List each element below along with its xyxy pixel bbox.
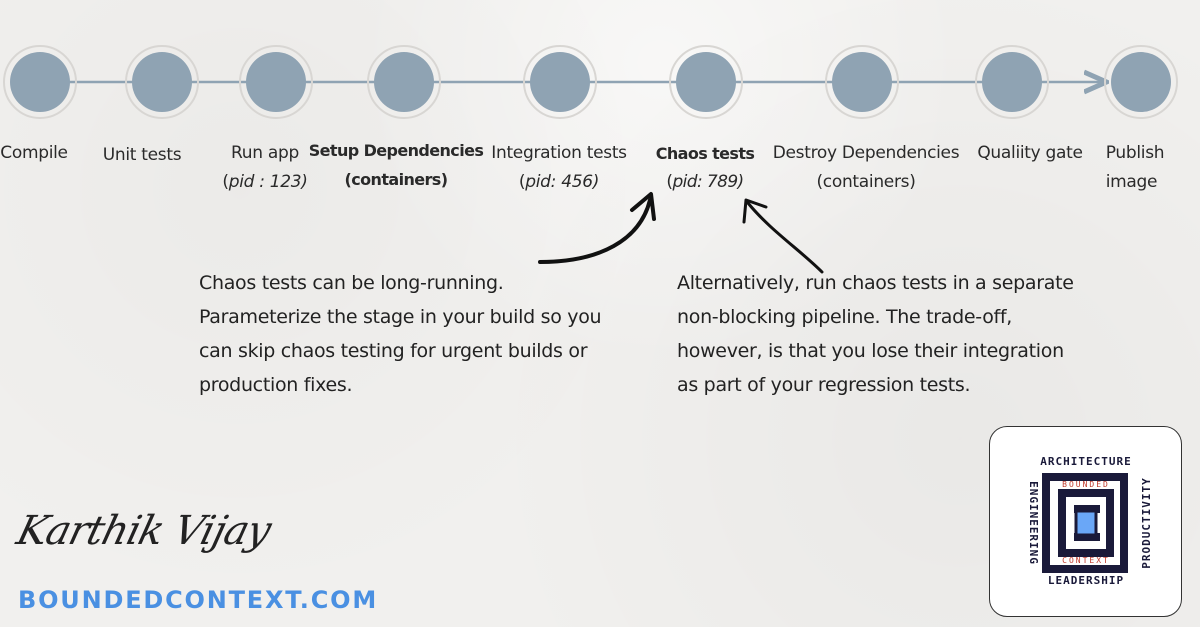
pipeline-node-7 — [832, 52, 892, 112]
stage-subtitle: (containers) — [816, 172, 916, 192]
logo-text-top: ARCHITECTURE — [1040, 455, 1132, 468]
logo-inner-top: BOUNDED — [1062, 480, 1110, 489]
bounded-context-logo — [989, 426, 1182, 617]
stage-title: Setup Dependencies — [308, 141, 484, 160]
stage-label-unit-tests — [103, 141, 182, 170]
right-note — [677, 266, 1074, 402]
stage-title: Integration tests — [491, 143, 627, 163]
stage-subtitle: (pid: 456) — [518, 172, 600, 192]
stage-label-quality-gate — [977, 139, 1082, 168]
stage-label-compile — [0, 139, 67, 168]
stage-title: Qualiity gate — [977, 143, 1083, 163]
stage-label-integration-tests — [491, 139, 626, 197]
logo-graphic — [990, 427, 1181, 616]
note-line: however, is that you lose their integration — [677, 340, 1064, 362]
logo-center-square — [1076, 511, 1096, 535]
stage-subtitle: (pid : 123) — [222, 172, 308, 192]
pipeline-node-1 — [10, 52, 70, 112]
stage-subtitle: (containers) — [344, 170, 448, 189]
stage-label-run-app — [222, 139, 307, 197]
logo-text-right: PRODUCTIVITY — [1140, 477, 1153, 569]
stage-title: Chaos tests — [655, 144, 755, 163]
website-link[interactable]: BOUNDEDCONTEXT.COM — [18, 586, 379, 614]
stage-title: Compile — [0, 143, 68, 163]
pipeline-node-2 — [132, 52, 192, 112]
logo-text-left: ENGINEERING — [1027, 481, 1040, 565]
logo-inner-bottom: CONTEXT — [1062, 556, 1110, 565]
stage-subtitle: (pid: 789) — [666, 172, 744, 192]
pipeline-node-3 — [246, 52, 306, 112]
pipeline-node-6 — [676, 52, 736, 112]
author-signature: Karthik Vijay — [12, 508, 276, 554]
stage-title: Destroy Dependencies — [772, 143, 960, 163]
pipeline-node-8 — [982, 52, 1042, 112]
note-line: Chaos tests can be long-running. — [199, 272, 504, 294]
note-line: Alternatively, run chaos tests in a separate — [677, 272, 1074, 294]
note-line: production fixes. — [199, 374, 353, 396]
note-line: non-blocking pipeline. The trade-off, — [677, 306, 1013, 328]
note-line: as part of your regression tests. — [677, 374, 971, 396]
stage-subtitle: image — [1105, 172, 1158, 192]
pipeline-node-4 — [374, 52, 434, 112]
stage-label-chaos-tests — [656, 139, 755, 197]
stage-title: Run app — [231, 143, 299, 163]
stage-label-setup-dependencies — [309, 136, 484, 194]
logo-text-bottom: LEADERSHIP — [1047, 574, 1125, 587]
stage-title: Unit tests — [102, 145, 182, 165]
pipeline-node-9 — [1111, 52, 1171, 112]
stage-label-publish-image — [1106, 139, 1165, 197]
stage-title: Publish — [1105, 143, 1165, 163]
note-line: can skip chaos testing for urgent builds or — [199, 340, 588, 362]
right-curved-arrow — [748, 203, 822, 272]
stage-label-destroy-dependencies — [773, 139, 960, 197]
pipeline-node-5 — [530, 52, 590, 112]
note-line: Parameterize the stage in your build so you — [199, 306, 602, 328]
left-note — [199, 266, 601, 402]
